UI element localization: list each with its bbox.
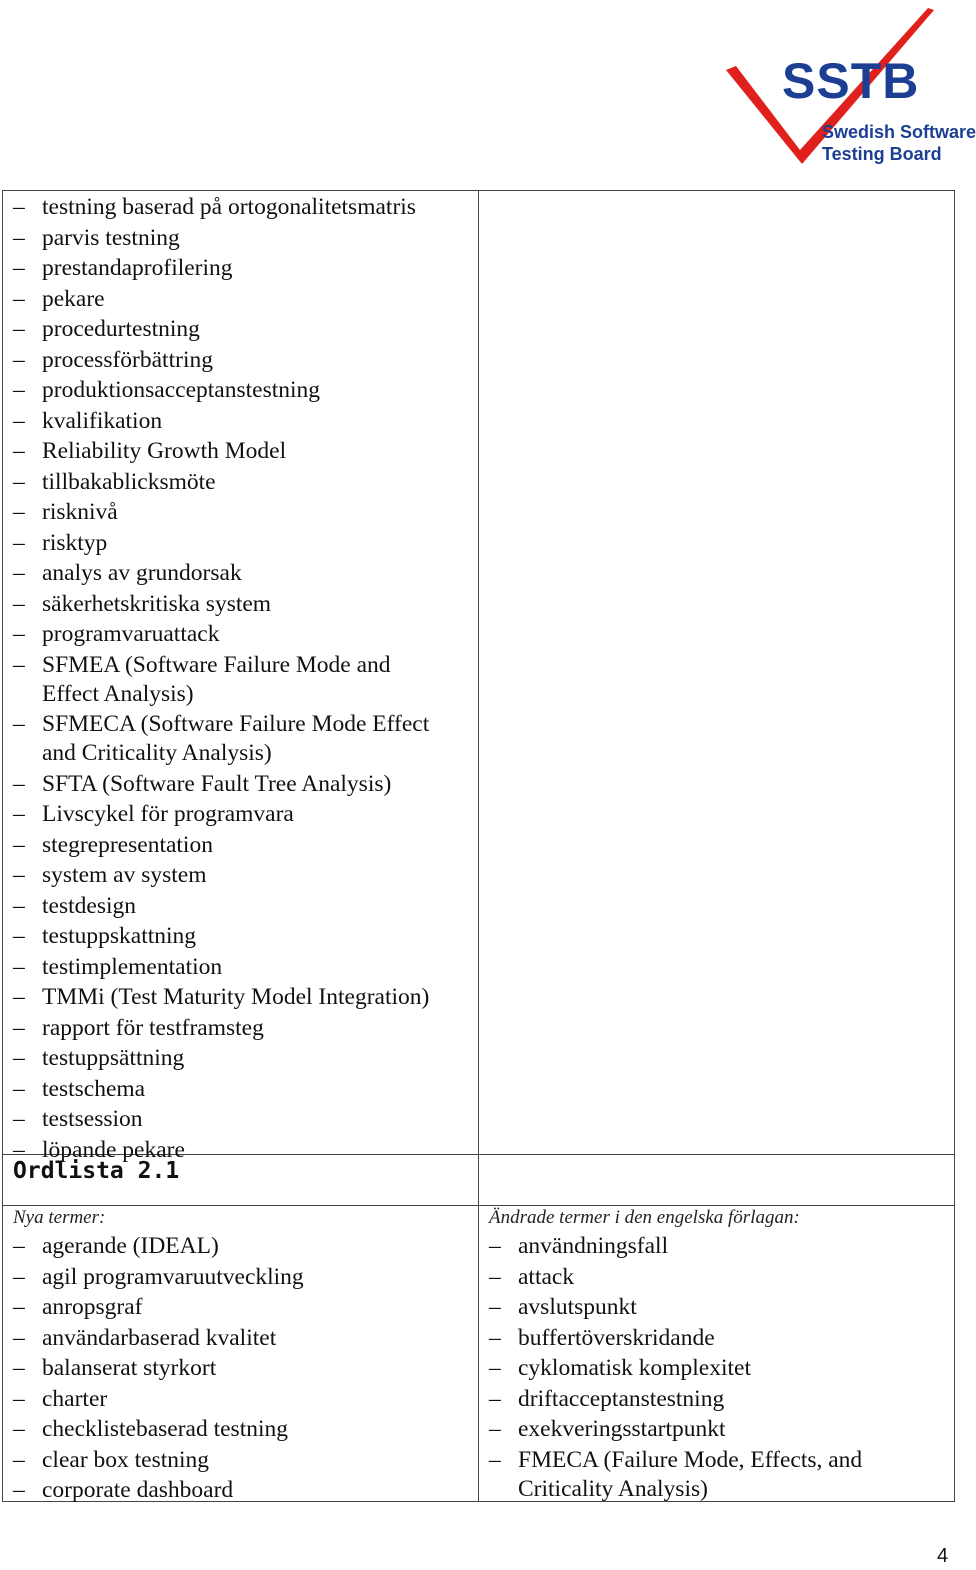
bullet-dash: – bbox=[13, 1477, 25, 1503]
list-item-label: cyklomatisk komplexitet bbox=[518, 1355, 752, 1381]
list-item bbox=[13, 407, 473, 436]
list-item bbox=[13, 285, 473, 314]
bullet-dash: – bbox=[13, 770, 25, 797]
list-item bbox=[13, 1446, 473, 1475]
logo-subtitle-line1: Swedish Software bbox=[822, 122, 976, 142]
list-item-label: clear box testning bbox=[42, 1446, 210, 1473]
bullet-dash: – bbox=[13, 407, 25, 434]
list-item-label: processförbättring bbox=[42, 346, 213, 373]
bullet-dash: – bbox=[13, 194, 25, 220]
list-item bbox=[13, 620, 473, 649]
list-item bbox=[489, 1293, 949, 1322]
list-item bbox=[13, 861, 473, 890]
list-item bbox=[13, 590, 473, 619]
list-item bbox=[13, 315, 473, 344]
bullet-dash: – bbox=[13, 621, 25, 647]
list-item bbox=[13, 1014, 473, 1043]
list-item bbox=[13, 1105, 473, 1134]
page-number: 4 bbox=[937, 1545, 949, 1567]
list-item bbox=[13, 1354, 473, 1383]
list-item-label: exekveringsstartpunkt bbox=[518, 1416, 726, 1442]
list-item-label: stegrepresentation bbox=[42, 831, 213, 858]
bullet-dash: – bbox=[489, 1263, 501, 1290]
bullet-dash: – bbox=[489, 1416, 501, 1442]
list-item-label: FMECA (Failure Mode, Effects, and Criticality Analysis) bbox=[518, 1446, 863, 1502]
column-divider bbox=[478, 190, 479, 1502]
list-item-label: avslutspunkt bbox=[518, 1294, 637, 1320]
bullet-dash: – bbox=[13, 1136, 25, 1163]
list-item bbox=[13, 193, 442, 222]
bullet-dash: – bbox=[13, 560, 25, 586]
list-item bbox=[13, 922, 473, 951]
list-item-label: Reliability Growth Model bbox=[42, 438, 287, 464]
changed-terms-list bbox=[489, 1232, 949, 1505]
list-item-label: corporate dashboard bbox=[42, 1477, 234, 1503]
list-item-label: produktionsacceptanstestning bbox=[42, 377, 321, 403]
list-item-label: charter bbox=[42, 1385, 108, 1412]
list-item-label: risknivå bbox=[42, 499, 118, 525]
list-item-label: buffertöverskridande bbox=[518, 1324, 715, 1351]
bullet-dash: – bbox=[13, 923, 25, 949]
logo-title: SSTB bbox=[782, 53, 920, 109]
bullet-dash: – bbox=[13, 590, 25, 617]
bullet-dash: – bbox=[13, 1075, 25, 1102]
bullet-dash: – bbox=[13, 711, 25, 737]
list-item bbox=[489, 1263, 949, 1292]
term-list bbox=[13, 193, 473, 1166]
list-item bbox=[13, 346, 473, 375]
bullet-dash: – bbox=[489, 1324, 501, 1351]
bullet-dash: – bbox=[489, 1446, 501, 1473]
list-item bbox=[13, 1232, 473, 1261]
row-divider bbox=[2, 1205, 955, 1206]
bullet-dash: – bbox=[13, 285, 25, 312]
list-item-label: system av system bbox=[42, 862, 207, 888]
bullet-dash: – bbox=[13, 1014, 25, 1041]
list-item bbox=[13, 1476, 473, 1505]
list-item-label: SFMEA (Software Failure Mode and Effect Analysis) bbox=[42, 651, 391, 707]
list-item-label: agerande (IDEAL) bbox=[42, 1233, 219, 1259]
bullet-dash: – bbox=[489, 1385, 501, 1412]
bullet-dash: – bbox=[13, 831, 25, 858]
list-item bbox=[13, 1415, 473, 1444]
bullet-dash: – bbox=[13, 1045, 25, 1071]
list-item-label: SFMECA (Software Failure Mode Effect and Criticality Analysis) bbox=[42, 711, 430, 766]
list-item-label: testning baserad på ortogonalitetsmatris bbox=[42, 194, 416, 220]
bullet-dash: – bbox=[489, 1233, 501, 1259]
list-item-label: testuppskattning bbox=[42, 923, 197, 949]
list-item bbox=[13, 800, 473, 829]
bullet-dash: – bbox=[489, 1355, 501, 1381]
bullet-dash: – bbox=[13, 224, 25, 251]
bullet-dash: – bbox=[13, 984, 25, 1010]
section-heading: Ordlista 2.1 bbox=[13, 1158, 180, 1184]
list-item-label: testimplementation bbox=[42, 953, 223, 980]
changed-terms-label: Ändrade termer i den engelska förlagan: bbox=[489, 1207, 800, 1228]
bullet-dash: – bbox=[13, 377, 25, 403]
bullet-dash: – bbox=[13, 1233, 25, 1259]
list-item bbox=[13, 1075, 473, 1104]
list-item-label: säkerhetskritiska system bbox=[42, 590, 272, 617]
bullet-dash: – bbox=[13, 1416, 25, 1442]
list-item-label: prestandaprofilering bbox=[42, 255, 233, 281]
new-terms-list bbox=[13, 1232, 473, 1507]
list-item bbox=[13, 1385, 473, 1414]
bullet-dash: – bbox=[13, 892, 25, 919]
list-item bbox=[13, 953, 473, 982]
list-item bbox=[13, 437, 473, 466]
list-item-label: rapport för testframsteg bbox=[42, 1014, 264, 1041]
bullet-dash: – bbox=[13, 346, 25, 373]
bullet-dash: – bbox=[489, 1294, 501, 1320]
list-item bbox=[13, 892, 473, 921]
bullet-dash: – bbox=[13, 1385, 25, 1412]
bullet-dash: – bbox=[13, 316, 25, 342]
list-item-label: SFTA (Software Fault Tree Analysis) bbox=[42, 770, 392, 797]
list-item bbox=[489, 1232, 949, 1261]
list-item-label: användarbaserad kvalitet bbox=[42, 1324, 277, 1351]
list-item-label: checklistebaserad testning bbox=[42, 1416, 289, 1442]
list-item-label: testuppsättning bbox=[42, 1045, 185, 1071]
list-item-label: testsession bbox=[42, 1106, 143, 1132]
bullet-dash: – bbox=[13, 801, 25, 827]
bullet-dash: – bbox=[13, 953, 25, 980]
list-item bbox=[13, 770, 473, 799]
list-item-label: procedurtestning bbox=[42, 316, 200, 342]
bullet-dash: – bbox=[13, 1294, 25, 1320]
list-item bbox=[13, 498, 473, 527]
bullet-dash: – bbox=[13, 1106, 25, 1132]
list-item bbox=[13, 710, 442, 768]
list-item bbox=[13, 651, 442, 709]
list-item-label: löpande pekare bbox=[42, 1136, 185, 1163]
list-item bbox=[13, 529, 473, 558]
list-item-label: testschema bbox=[42, 1075, 146, 1102]
list-item bbox=[13, 1324, 473, 1353]
list-item bbox=[489, 1446, 918, 1504]
list-item-label: kvalifikation bbox=[42, 407, 163, 434]
list-item-label: parvis testning bbox=[42, 224, 180, 251]
list-item bbox=[13, 1044, 473, 1073]
list-item bbox=[13, 983, 442, 1012]
bullet-dash: – bbox=[13, 1263, 25, 1290]
list-item-label: tillbakablicksmöte bbox=[42, 468, 216, 495]
bullet-dash: – bbox=[13, 499, 25, 525]
list-item-label: TMMi (Test Maturity Model Integration) bbox=[42, 984, 430, 1010]
list-item bbox=[489, 1354, 949, 1383]
list-item bbox=[13, 559, 473, 588]
bullet-dash: – bbox=[13, 651, 25, 678]
list-item-label: pekare bbox=[42, 285, 105, 312]
list-item-label: risktyp bbox=[42, 529, 108, 556]
bullet-dash: – bbox=[13, 1355, 25, 1381]
list-item-label: balanserat styrkort bbox=[42, 1355, 217, 1381]
list-item-label: programvaruattack bbox=[42, 621, 220, 647]
list-item bbox=[489, 1385, 949, 1414]
bullet-dash: – bbox=[13, 1446, 25, 1473]
list-item-label: anropsgraf bbox=[42, 1294, 143, 1320]
sstb-logo bbox=[722, 4, 976, 174]
list-item-label: användningsfall bbox=[518, 1233, 669, 1259]
bullet-dash: – bbox=[13, 468, 25, 495]
bullet-dash: – bbox=[13, 438, 25, 464]
list-item bbox=[13, 1293, 473, 1322]
bullet-dash: – bbox=[13, 529, 25, 556]
list-item-label: Livscykel för programvara bbox=[42, 801, 294, 827]
list-item-label: agil programvaruutveckling bbox=[42, 1263, 304, 1290]
list-item bbox=[13, 831, 473, 860]
list-item-label: analys av grundorsak bbox=[42, 560, 242, 586]
list-item bbox=[13, 254, 473, 283]
list-item bbox=[13, 224, 473, 253]
list-item bbox=[13, 468, 473, 497]
list-item-label: testdesign bbox=[42, 892, 136, 919]
bullet-dash: – bbox=[13, 862, 25, 888]
new-terms-label: Nya termer: bbox=[13, 1207, 106, 1228]
bullet-dash: – bbox=[13, 1324, 25, 1351]
list-item-label: driftacceptanstestning bbox=[518, 1385, 725, 1412]
list-item-label: attack bbox=[518, 1263, 575, 1290]
list-item bbox=[13, 1263, 473, 1292]
list-item bbox=[489, 1324, 949, 1353]
logo-subtitle-line2: Testing Board bbox=[822, 144, 942, 164]
bullet-dash: – bbox=[13, 255, 25, 281]
list-item bbox=[489, 1415, 949, 1444]
list-item bbox=[13, 376, 473, 405]
